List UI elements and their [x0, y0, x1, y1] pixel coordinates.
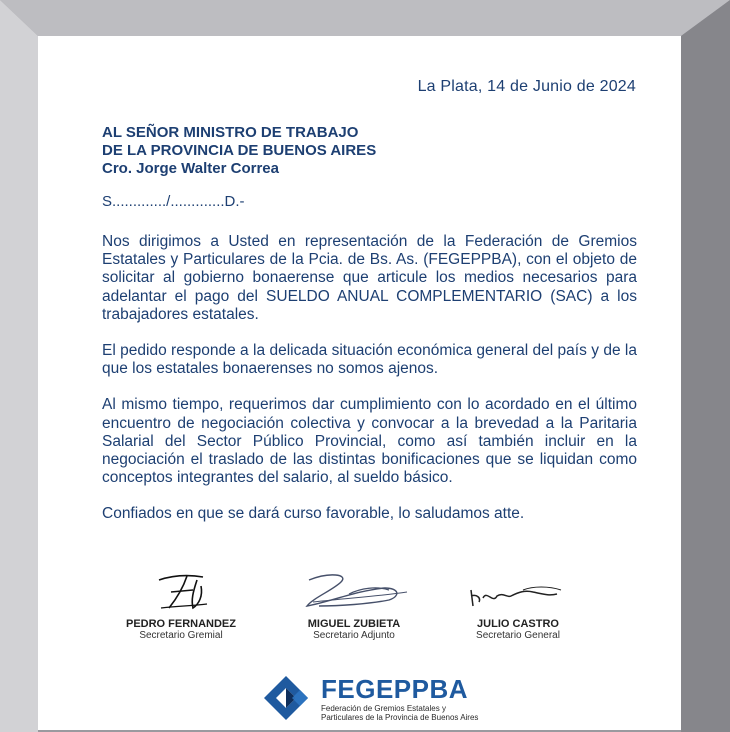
fegeppba-diamond-mark-icon — [260, 674, 312, 724]
fegeppba-logo — [260, 674, 500, 724]
paragraph-3: Al mismo tiempo, requerimos dar cumplimiento con lo acordado en el último encuentro de negociación colectiva y convocar a la brevedad a la Paritaria Salarial del Sector Público Provincial, como así también incluir en la negociación el traslado de las distintas bonificaciones que se liquidan como conceptos integrantes del salario, al sueldo básico. — [102, 396, 637, 487]
signatory-role: Secretario Adjunto — [313, 630, 395, 641]
signatory-name: JULIO CASTRO — [477, 618, 559, 630]
signature-block-castro — [443, 568, 593, 641]
logo-subtitle — [321, 704, 478, 722]
paragraph-2: El pedido responde a la delicada situación económica general del país y de la que los estatales bonaerenses no somos ajenos. — [102, 342, 637, 378]
recipient-line-2: DE LA PROVINCIA DE BUENOS AIRES — [102, 142, 377, 159]
signatory-name: MIGUEL ZUBIETA — [307, 618, 401, 630]
handwritten-signature-zubieta — [289, 568, 419, 614]
logo-title: FEGEPPBA — [321, 674, 469, 704]
logo-subtitle-line-1: Federación de Gremios Estatales y — [321, 704, 446, 713]
recipient-block — [102, 124, 376, 178]
signatory-role: Secretario Gremial — [139, 630, 223, 641]
handwritten-signature-castro — [453, 568, 583, 614]
signature-block-zubieta — [279, 568, 429, 641]
signatory-name: PEDRO FERNANDEZ — [125, 618, 236, 630]
salutation: S............./.............D.- — [102, 193, 245, 210]
signature-block-fernandez — [106, 568, 256, 641]
letter-paper — [38, 36, 681, 730]
handwritten-signature-fernandez — [141, 568, 221, 614]
letter-date: La Plata, 14 de Junio de 2024 — [417, 78, 636, 95]
paragraph-4: Confiados en que se dará curso favorable, lo saludamos atte. — [102, 505, 525, 523]
signatory-role: Secretario General — [476, 630, 560, 641]
logo-subtitle-line-2: Particulares de la Provincia de Buenos Aires — [321, 713, 479, 722]
paragraph-1: Nos dirigimos a Usted en representación de la Federación de Gremios Estatales y Particulares de la Pcia. de Bs. As. (FEGEPPBA), con el objeto de solicitar al gobierno bonaerense que articule los medios necesarios para adelantar el pago del SUELDO ANUAL COMPLEMENTARIO (SAC) a los trabajadores estatales. — [102, 233, 637, 323]
letter-body — [102, 233, 637, 524]
recipient-line-1: AL SEÑOR MINISTRO DE TRABAJO — [102, 124, 359, 141]
recipient-line-3: Cro. Jorge Walter Correa — [102, 160, 279, 177]
